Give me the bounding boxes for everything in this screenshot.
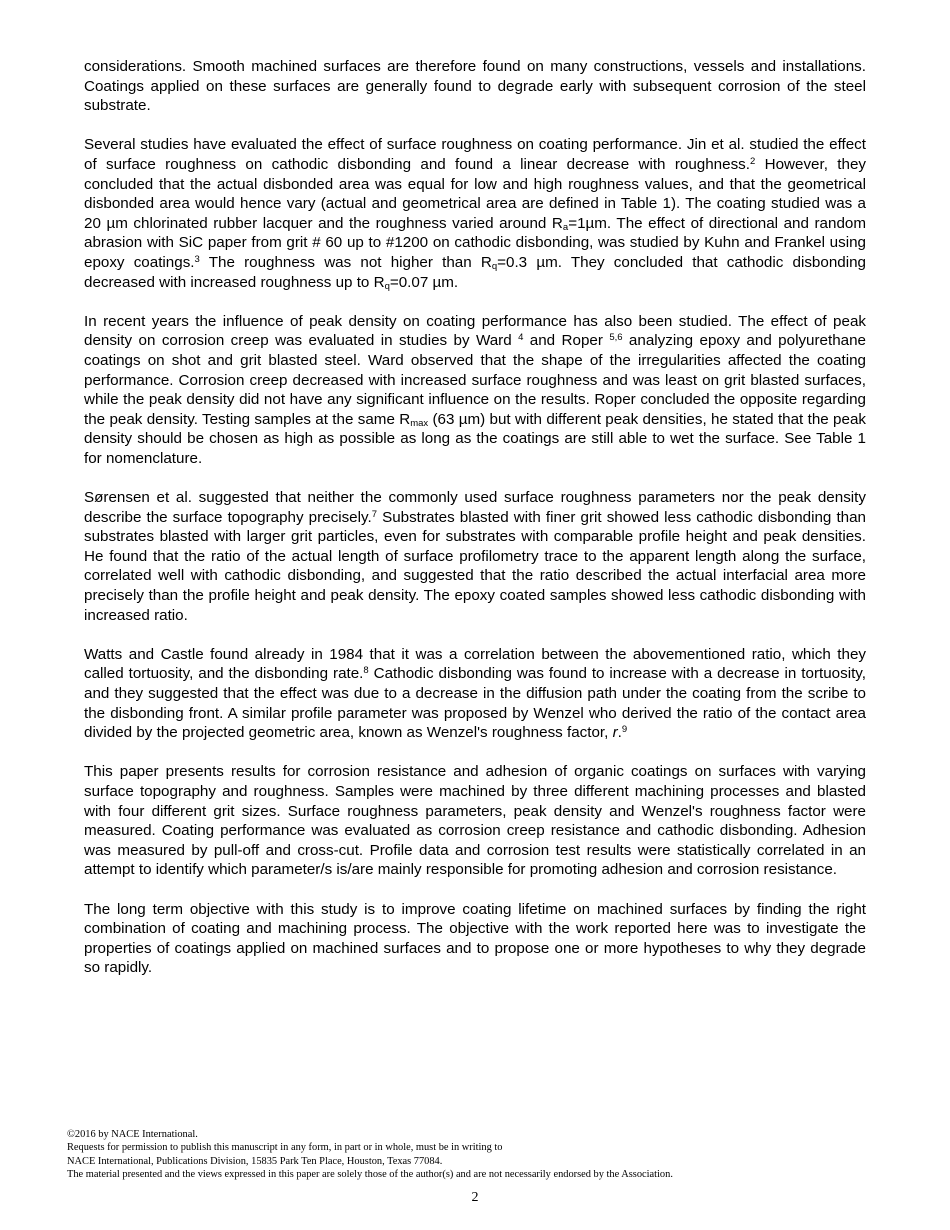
text-run: considerations. Smooth machined surfaces are therefore found on many constructions, vessels and installations. Coatings applied on these surfaces are generally found to degrade early with subsequent corrosion of the steel substrate. [84,58,866,115]
body-text [84,57,866,998]
text-run: analyzing epoxy and polyurethane coatings on shot and grit blasted steel. Ward observed that the shape of the irregularities affected the coating performance. Corrosion creep decreased with increased surface roughness and was least on grit blasted surfaces, while the peak density did not have any significant influence on the results. Roper concluded the opposite regarding the peak density. Testing samples at the same R [84,332,866,428]
text-run: Watts and Castle found already in 1984 that it was a correlation between the abovementioned ratio, which they called tortuosity, and the disbonding rate. [84,645,866,683]
text-run: =1µm. The effect of directional and random abrasion with SiC paper from grit # 60 up to #1200 on cathodic disbonding, was studied by Kuhn and Frankel using epoxy coatings. [84,214,866,271]
subscript: q [491,260,498,272]
citation-superscript: 4 [518,332,524,344]
text-run: However, they concluded that the actual disbonded area was equal for low and high roughness values, and that the geometrical disbonded area would hence vary (actual and geometrical area are defined in Table 1). The coating studied was a 20 µm chlorinated rubber lacquer and the roughness varied around R [84,155,866,232]
citation-superscript: 9 [621,724,628,736]
paragraph-4 [84,488,866,625]
text-run: (63 µm) but with different peak densities, he stated that the peak density should be chosen as high as possible as long as the coatings are still able to wet the surface. See Table 1 for nomenclature. [84,410,866,467]
paragraph-5 [84,645,866,743]
text-run: Several studies have evaluated the effect of surface roughness on coating performance. Jin et al. studied the effect of surface roughness on cathodic disbonding and found a linear decrease with roughness. [84,136,866,173]
citation-superscript: 7 [371,508,377,520]
subscript: max [410,417,429,429]
copyright-footer [67,1128,887,1182]
paragraph-1 [84,57,866,116]
footer-line: NACE International, Publications Division, 15835 Park Ten Place, Houston, Texas 77084. [67,1155,443,1167]
paragraph-2 [84,135,866,292]
text-run: In recent years the influence of peak density on coating performance has also been studied. The effect of peak density on corrosion creep was evaluated in studies by Ward [84,312,866,350]
text-run: =0.07 µm. [389,273,459,291]
text-run: and Roper [523,332,610,350]
text-run: . [617,724,622,742]
subscript: q [384,280,390,292]
paragraph-6 [84,762,866,880]
citation-superscript: 8 [363,665,369,677]
text-run: Substrates blasted with finer grit showed less cathodic disbonding than substrates blasted with larger grit particles, even for substrates with comparable profile height and peak densities. He found that the ratio of the actual length of surface profilometry trace to the apparent length along the surface, correlated well with cathodic disbonding, and suggested that the ratio described the actual interfacial area more precisely than the profile height and peak density. The epoxy coated samples showed less cathodic disbonding with increased ratio. [84,508,867,624]
text-run: =0.3 µm. They concluded that cathodic disbonding decreased with increased roughness up to R [84,253,866,291]
page-number: 2 [471,1190,479,1205]
italic-text: r [612,724,618,742]
text-run: The roughness was not higher than R [199,253,492,271]
paragraph-7 [84,900,866,978]
subscript: a [562,221,569,233]
citation-superscript: 3 [194,253,200,265]
text-run: Sørensen et al. suggested that neither the commonly used surface roughness parameters nor the peak density describe the surface topography precisely. [84,489,866,526]
footer-line: The material presented and the views expressed in this paper are solely those of the author(s) and are not necessarily endorsed by the Association. [67,1169,673,1181]
footer-line: ©2016 by NACE International. [67,1129,198,1140]
text-run: Cathodic disbonding was found to increase with a decrease in tortuosity, and they suggested that the effect was due to a decrease in the diffusion path under the coating from the scribe to the disbonding front. A similar profile parameter was proposed by Wenzel who derived the ratio of the contact area divided by the projected geometric area, known as Wenzel's roughness factor, [84,665,866,742]
paragraph-3 [84,312,866,469]
text-run: This paper presents results for corrosion resistance and adhesion of organic coatings on surfaces with varying surface topography and roughness. Samples were machined by three different machining processes and blasted with four different grit sizes. Surface roughness parameters, peak density and Wenzel's roughness factor were measured. Coating performance was evaluated as corrosion creep resistance and cathodic disbonding. Adhesion was measured by pull-off and cross-cut. Profile data and corrosion test results were statistically correlated in an attempt to identify which parameter/s is/are mainly responsible for promoting adhesion and corrosion resistance. [84,763,866,879]
text-run: The long term objective with this study is to improve coating lifetime on machined surfaces by finding the right combination of coating and machining process. The objective with the work reported here was to investigate the properties of coatings applied on machined surfaces and to propose one or more hypotheses to why they degrade so rapidly. [84,900,866,977]
citation-superscript: 2 [750,155,756,167]
citation-superscript: 5,6 [609,332,623,344]
footer-line: Requests for permission to publish this manuscript in any form, in part or in whole, must be in writing to [67,1142,503,1154]
